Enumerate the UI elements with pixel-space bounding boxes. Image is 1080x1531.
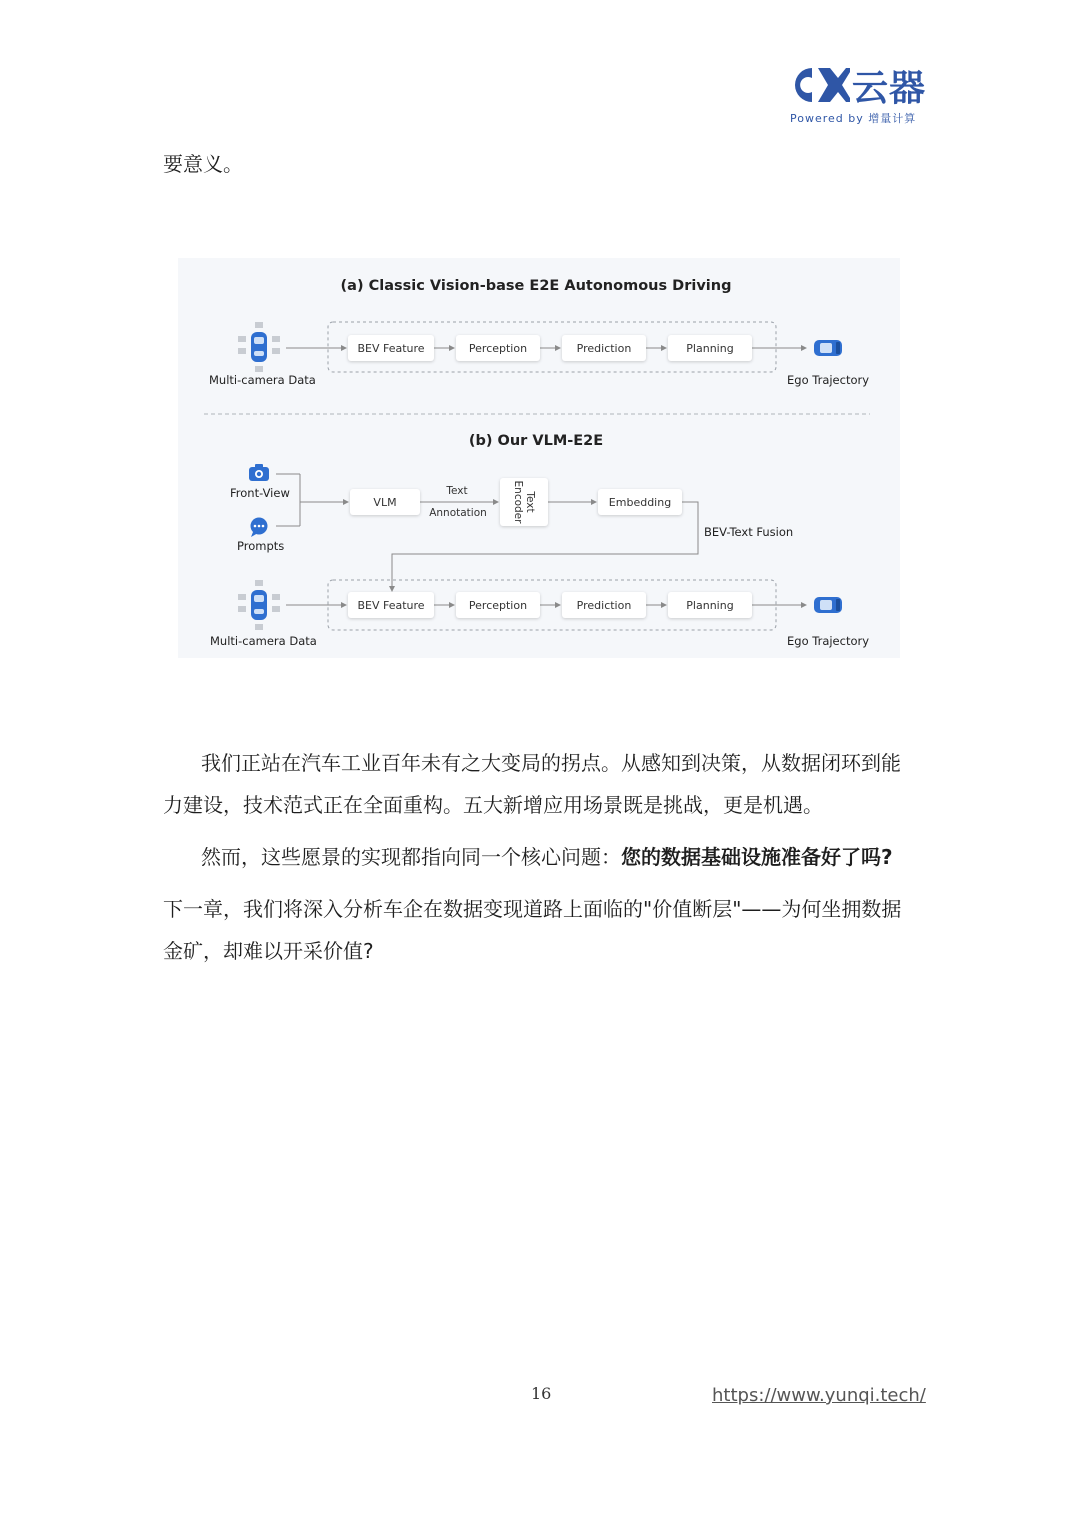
core-question-bold: 您的数据基础设施准备好了吗?	[621, 845, 893, 869]
core-question-lead: 然而，这些愿景的实现都指向同一个核心问题：	[201, 845, 621, 869]
front-view-label: Front-View	[230, 486, 290, 500]
paragraph-next-chapter: 下一章，我们将深入分析车企在数据变现道路上面临的"价值断层"——为何坐拥数据金矿，却难以开采价值?	[163, 897, 902, 963]
page-number: 16	[531, 1384, 552, 1403]
panel-b-stage-planning: Planning	[668, 592, 752, 618]
panel-a-stage-planning: Planning	[668, 335, 752, 361]
panel-b-stage-prediction: Prediction	[562, 592, 646, 618]
annotation-label: Annotation	[429, 507, 487, 519]
car-cameras-icon	[238, 580, 280, 630]
panel-b-stage-bev: BEV Feature	[348, 592, 434, 618]
panel-a-stage-prediction: Prediction	[562, 335, 646, 361]
paragraph-turning-point: 我们正站在汽车工业百年未有之大变局的拐点。从感知到决策，从数据闭环到能力建设，技术范式正在全面重构。五大新增应用场景既是挑战，更是机遇。	[163, 751, 901, 817]
logo-wordmark: 云器	[852, 68, 927, 109]
car-icon	[814, 340, 842, 356]
prompts-label: Prompts	[237, 539, 285, 553]
vlm-node: VLM	[350, 489, 420, 515]
panel-a-stage-perception: Perception	[456, 335, 540, 361]
paragraph-core-question	[201, 836, 893, 878]
fusion-label: BEV-Text Fusion	[704, 525, 794, 539]
logo-mark-icon	[788, 64, 850, 106]
panel-a-output-label: Ego Trajectory	[787, 373, 870, 387]
text-encoder-label: Text Encoder	[512, 480, 536, 524]
camera-icon	[249, 464, 269, 481]
panel-a-stage-bev: BEV Feature	[348, 335, 434, 361]
website-link[interactable]: https://www.yunqi.tech/	[712, 1385, 926, 1406]
panel-b-output-label: Ego Trajectory	[787, 634, 870, 648]
panel-b-stage-perception: Perception	[456, 592, 540, 618]
lead-text: 要意义。	[163, 152, 243, 176]
text-label: Text	[446, 485, 468, 497]
panel-a-input-label: Multi-camera Data	[209, 373, 316, 387]
panel-a-title: (a) Classic Vision-base E2E Autonomous Driving	[340, 278, 732, 294]
architecture-figure	[178, 258, 900, 658]
panel-b-title: (b) Our VLM-E2E	[468, 433, 604, 449]
chat-bubble-icon	[251, 518, 268, 538]
embedding-node: Embedding	[598, 489, 682, 515]
car-cameras-icon	[238, 322, 280, 372]
car-icon	[814, 597, 842, 613]
logo-tagline: Powered by 增量计算	[790, 112, 917, 125]
panel-b-input-label: Multi-camera Data	[210, 634, 317, 648]
text-encoder-node	[500, 478, 548, 526]
brand-logo	[788, 64, 850, 106]
